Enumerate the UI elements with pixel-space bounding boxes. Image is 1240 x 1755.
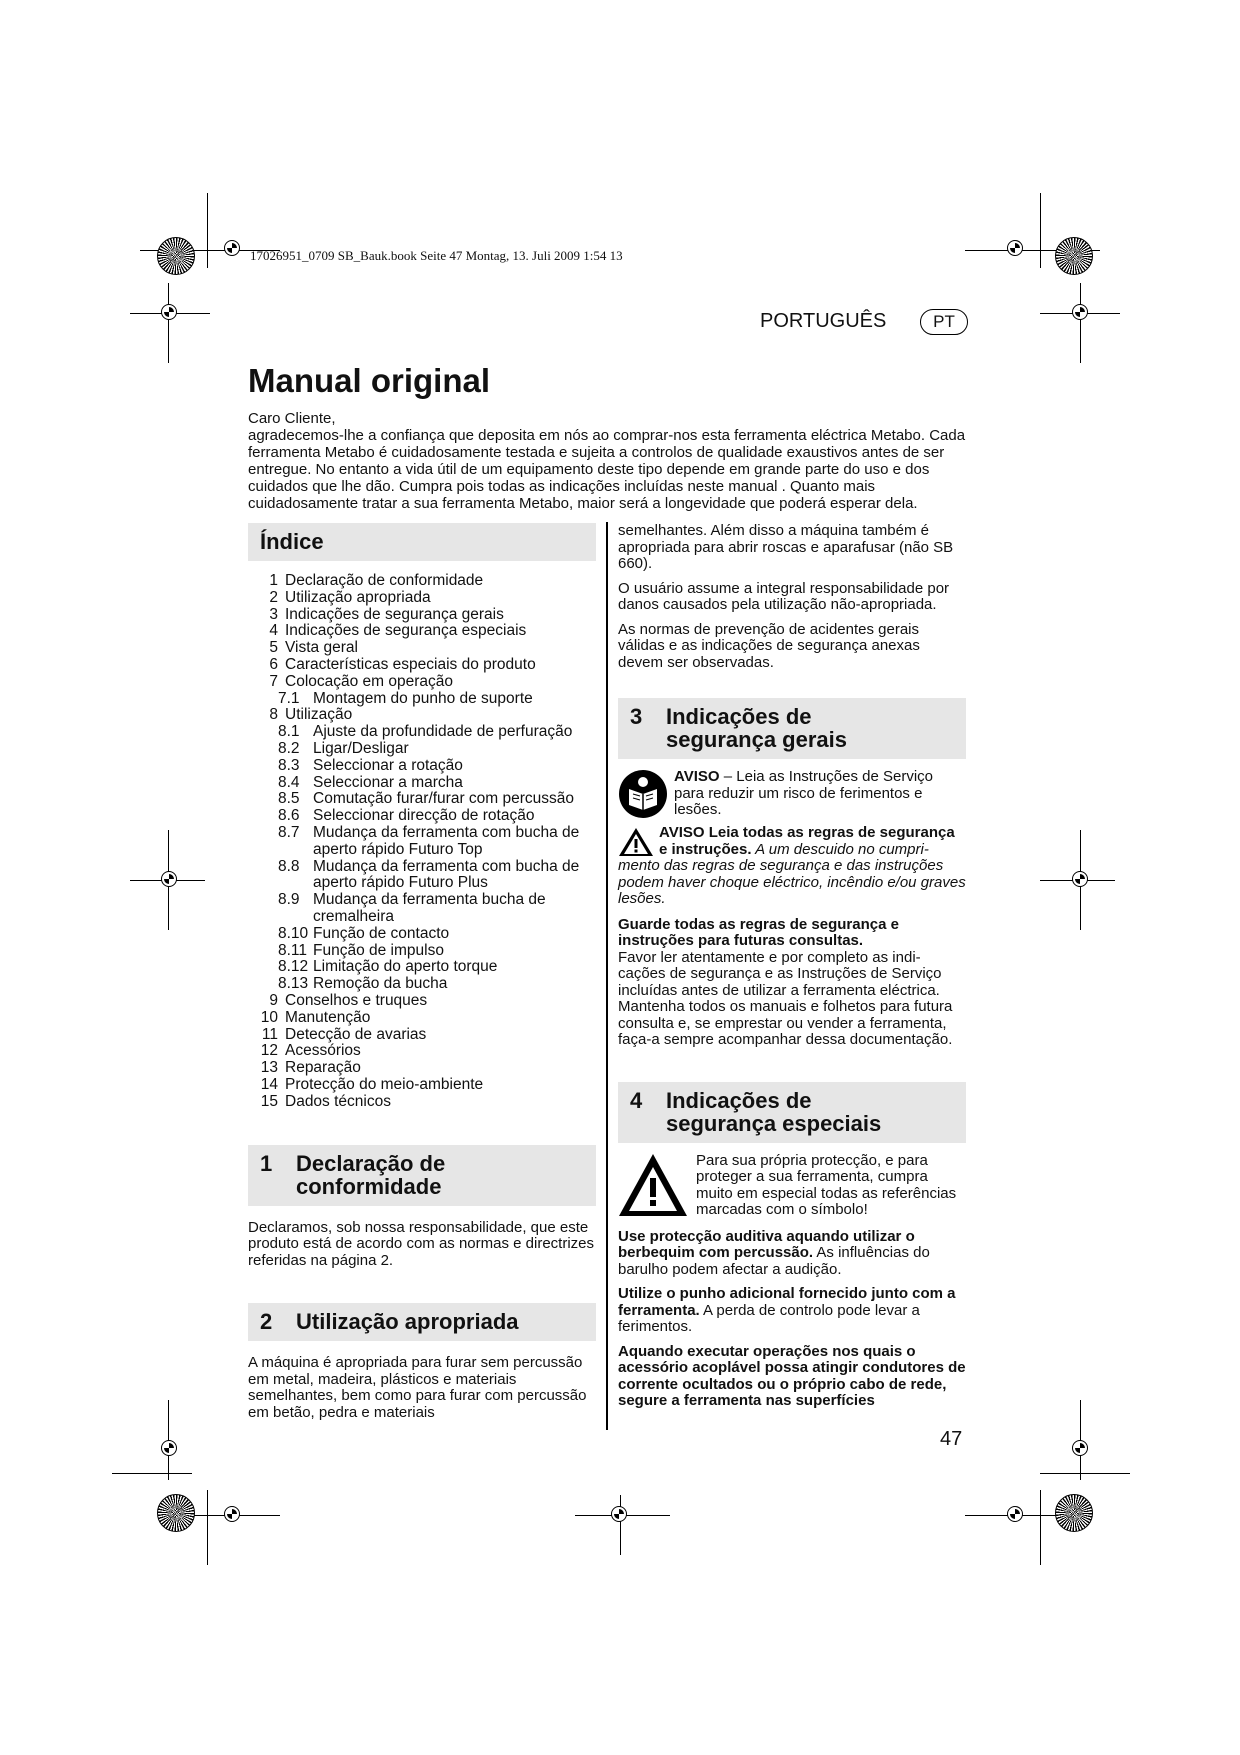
toc-item-number: 8.1	[278, 723, 300, 741]
toc-item	[248, 825, 596, 859]
index-heading	[248, 523, 596, 561]
toc-item	[248, 674, 596, 691]
toc-item-number: 7.1	[278, 689, 300, 707]
section-title: Indicações de segurança gerais	[666, 704, 847, 752]
table-of-contents	[248, 573, 596, 1111]
toc-item	[248, 1027, 596, 1044]
language-code-badge: PT	[920, 309, 968, 335]
section-2-text: A máquina é apropriada para furar sem percussão em metal, madeira, plásticos e materiais semelhantes, bem como para furar com percussão em betão, pedra e materiais	[248, 1354, 587, 1421]
toc-item-label: Detecção de avarias	[285, 1025, 427, 1043]
toc-item-label: Seleccionar direcção de rotação	[313, 807, 535, 825]
section-title: Utilização apropriada	[296, 1309, 519, 1334]
column-divider	[606, 522, 608, 1430]
section-number: 2	[260, 1309, 273, 1334]
toc-item-label: Manutenção	[285, 1008, 371, 1026]
toc-item-label: Remoção da bucha	[313, 975, 448, 993]
toc-item	[248, 590, 596, 607]
language-label: PORTUGUÊS	[760, 310, 887, 332]
toc-item-number: 6	[269, 655, 278, 673]
toc-item-number: 11	[261, 1025, 278, 1043]
index-heading-text: Índice	[260, 529, 324, 554]
aviso-1-text	[674, 769, 966, 819]
toc-item	[248, 707, 596, 724]
toc-item-number: 7	[269, 672, 278, 690]
toc-item-number: 4	[269, 622, 278, 640]
toc-item-number: 8.12	[278, 958, 309, 976]
section-number: 3	[630, 704, 643, 729]
toc-item-label: Função de impulso	[313, 941, 444, 959]
toc-item-number: 5	[269, 639, 278, 657]
toc-item-label: Montagem do punho de suporte	[313, 689, 533, 707]
toc-item-number: 8.10	[278, 924, 309, 942]
toc-item	[248, 1094, 596, 1111]
toc-item-number: 8.3	[278, 756, 300, 774]
p1-bold: Use protecção auditiva aquando utilizar o berbequim com percussão.	[618, 1227, 915, 1261]
toc-item	[248, 791, 596, 808]
toc-item-number: 8.8	[278, 857, 300, 875]
toc-item-label: Comutação furar/furar com percussão	[313, 790, 575, 808]
toc-item	[248, 1060, 596, 1077]
aviso-read-all	[618, 825, 966, 908]
toc-item-label: Dados técnicos	[285, 1092, 391, 1110]
toc-item-number: 8.7	[278, 823, 300, 841]
toc-item-label: Protecção do meio-ambiente	[285, 1075, 484, 1093]
section-2-paragraph-2: O usuário assume a integral responsabilidade por danos causados pela utilização não-apropriada.	[618, 579, 950, 613]
keep-text: Favor ler atentamente e por completo as indi-cações de segurança e as Instruções de Serviço incluídas antes de utilizar a ferramenta eléctrica. Mantenha todos os manuais e folhetos para futura consulta e, se emprestar ou vender a ferramenta, faça-a sempre acompanhar dessa documentação.	[618, 948, 953, 1048]
keep-bold: Guarde todas as regras de segurança e instruções para futuras consultas.	[618, 915, 899, 949]
toc-item-label: Seleccionar a marcha	[313, 773, 463, 791]
toc-item	[248, 993, 596, 1010]
toc-item	[248, 1077, 596, 1094]
right-column	[618, 523, 966, 1410]
toc-item	[248, 741, 596, 758]
toc-item-label: Conselhos e truques	[285, 991, 428, 1009]
toc-item-number: 15	[260, 1092, 278, 1110]
intro-text: agradecemos-lhe a confiança que deposita em nós ao comprar-nos esta ferramenta eléctrica Metabo. Cada ferramenta Metabo é cuidadosamente testada e sujeita a controlos de qualidade exaustivos antes de ser entregue. No entanto a vida útil de um equipamento deste tipo depende em grande parte do uso e dos cuidados que lhe dão. Cumpra pois todas as indicações incluídas neste manual . Quanto mais cuidadosamente tratar a sua ferramenta Metabo, maior será a longevidade que poderá esperar dela.	[248, 427, 966, 512]
toc-item	[248, 1043, 596, 1060]
toc-item-label: Limitação do aperto torque	[313, 958, 498, 976]
toc-item-label: Função de contacto	[313, 924, 450, 942]
aviso-1-bold: AVISO	[674, 768, 720, 785]
toc-item-number: 1	[269, 572, 278, 589]
toc-item-label: Declaração de conformidade	[285, 572, 484, 589]
section-4-heading	[618, 1082, 966, 1143]
page-number: 47	[940, 1428, 963, 1450]
toc-item-label: Seleccionar a rotação	[313, 756, 463, 774]
intro	[248, 410, 976, 512]
section-title: Indicações de segurança especiais	[666, 1087, 882, 1136]
toc-item-number: 2	[269, 588, 278, 606]
toc-item-label: Características especiais do produto	[285, 655, 536, 673]
toc-item-label: Mudança da ferramenta com bucha de aperto rápido Futuro Top	[313, 823, 580, 858]
toc-item	[248, 775, 596, 792]
toc-item-number: 14	[260, 1075, 278, 1093]
read-manual-icon	[618, 769, 668, 819]
toc-item-number: 8.6	[278, 807, 300, 825]
toc-item-label: Reparação	[285, 1059, 361, 1077]
toc-item	[248, 573, 596, 590]
toc-item-number: 8	[269, 706, 278, 724]
toc-item-number: 9	[269, 991, 278, 1009]
section-title: Declaração de conformidade	[296, 1150, 446, 1199]
aviso-read-manual	[618, 769, 966, 819]
toc-item	[248, 623, 596, 640]
intro-greeting: Caro Cliente,	[248, 410, 336, 427]
toc-item-label: Utilização	[285, 706, 353, 724]
section-4-paragraph-2	[618, 1286, 966, 1336]
toc-item	[248, 607, 596, 624]
p2-text: A perda de controlo pode levar a ferimentos.	[618, 1301, 920, 1335]
section-1-text: Declaramos, sob nossa responsabilidade, que este produto está de acordo com as normas e directrizes referidas na página 2.	[248, 1218, 595, 1269]
toc-item-number: 3	[269, 605, 278, 623]
keep-instructions	[618, 917, 966, 1049]
aviso-2-text	[618, 825, 966, 908]
toc-item-number: 8.9	[278, 891, 300, 909]
toc-item	[248, 657, 596, 674]
toc-item-label: Mudança da ferramenta com bucha de aperto rápido Futuro Plus	[313, 857, 580, 892]
p3-bold: Aquando executar operações nos quais o acessório acoplável possa atingir condutores de corrente ocultados ou o próprio cabo de rede, segure a ferramenta nas superfícies	[618, 1342, 966, 1409]
toc-item	[248, 640, 596, 657]
warning-triangle-icon	[618, 827, 654, 857]
section-4-intro: Para sua própria protecção, e para proteger a sua ferramenta, cumpra muito em especial todas as referências marcadas com o símbolo!	[696, 1151, 957, 1218]
toc-item	[248, 959, 596, 976]
toc-item-number: 8.13	[278, 975, 309, 993]
special-safety-intro	[618, 1153, 966, 1219]
toc-item-number: 8.5	[278, 790, 300, 808]
p2-bold: Utilize o punho adicional fornecido junto com a ferramenta.	[618, 1285, 956, 1319]
section-4-paragraph-3	[618, 1344, 966, 1410]
section-2-continued: semelhantes. Além disso a máquina também é apropriada para abrir roscas e aparafusar (não SB 660).	[618, 522, 954, 572]
page-title: Manual original	[248, 362, 491, 399]
toc-item	[248, 859, 596, 893]
section-number: 4	[630, 1087, 643, 1113]
toc-item-number: 8.11	[278, 941, 308, 959]
toc-item-number: 13	[260, 1059, 278, 1077]
toc-item-number: 12	[260, 1042, 278, 1060]
toc-item-label: Vista geral	[285, 639, 358, 657]
aviso-1-rest: – Leia as Instruções de Serviço para reduzir um risco de ferimentos e lesões.	[674, 768, 934, 818]
toc-item	[248, 808, 596, 825]
toc-item	[248, 1010, 596, 1027]
print-header: 17026951_0709 SB_Bauk.book Seite 47 Montag, 13. Juli 2009 1:54 13	[250, 248, 623, 263]
toc-item	[248, 691, 596, 708]
section-3-heading	[618, 698, 966, 759]
toc-item-label: Indicações de segurança especiais	[285, 622, 527, 640]
toc-item-number: 10	[260, 1008, 278, 1026]
section-1-heading	[248, 1145, 596, 1206]
left-column	[248, 523, 596, 1421]
toc-item-label: Utilização apropriada	[285, 588, 431, 606]
toc-item	[248, 976, 596, 993]
aviso-2-bold: AVISO Leia todas as regras de segurança e instruções.	[659, 824, 955, 858]
toc-item-label: Ligar/Desligar	[313, 739, 409, 757]
toc-item	[248, 892, 596, 926]
section-2-heading	[248, 1303, 596, 1341]
section-2-paragraph-3: As normas de prevenção de acidentes gerais válidas e as indicações de segurança anexas devem ser observadas.	[618, 620, 920, 671]
toc-item-number: 8.2	[278, 739, 300, 757]
toc-item	[248, 724, 596, 741]
warning-triangle-large-icon	[618, 1153, 688, 1217]
toc-item-label: Mudança da ferramenta bucha de cremalheira	[313, 891, 546, 925]
toc-item-label: Ajuste da profundidade de perfuração	[313, 723, 573, 741]
section-4-paragraph-1	[618, 1229, 966, 1279]
toc-item-label: Colocação em operação	[285, 672, 454, 690]
toc-item-label: Acessórios	[285, 1042, 361, 1060]
p1-text: As influências do barulho podem afectar a audição.	[618, 1244, 930, 1278]
toc-item-number: 8.4	[278, 773, 300, 791]
toc-item	[248, 758, 596, 775]
toc-item-label: Indicações de segurança gerais	[285, 605, 504, 623]
toc-item	[248, 943, 596, 960]
toc-item	[248, 926, 596, 943]
aviso-2-italic: A um descuido no cumpri-mento das regras de segurança e das instruções podem haver choque eléctrico, incêndio e/ou graves lesões.	[618, 840, 966, 907]
section-number: 1	[260, 1150, 273, 1176]
